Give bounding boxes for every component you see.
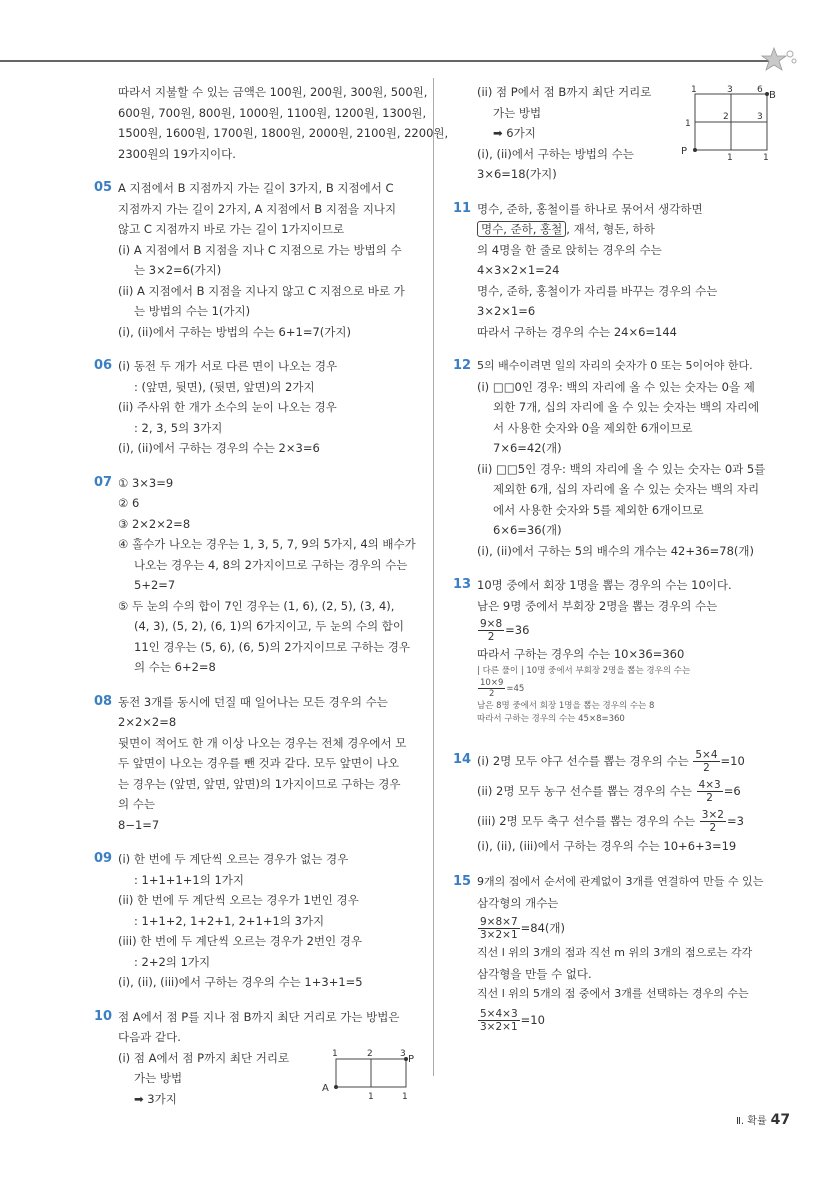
text-line: (iii) 한 번에 두 계단씩 오르는 경우가 2번인 경우 — [118, 934, 362, 948]
text-line: ① 3×3=9 — [118, 475, 174, 490]
problem-10-continued — [477, 82, 777, 185]
text-line: : 1+1+1+1의 1가지 — [134, 872, 245, 887]
text-line: (i), (ii), (iii)에서 구하는 경우의 수는 10+6+3=19 — [477, 838, 737, 853]
text-line: 4×3×2×1=24 — [477, 263, 560, 277]
text-line: 는 3×2=6(가지) — [134, 263, 222, 277]
problem-14 — [453, 746, 777, 857]
text-line: 3×2×1=6 — [477, 304, 536, 318]
right-column — [453, 82, 777, 1049]
text-line: 8−1=7 — [118, 817, 160, 832]
text-line — [477, 219, 777, 240]
left-column — [94, 82, 449, 1123]
text-line: 다음과 같다. — [118, 1030, 181, 1044]
text-line: (i) 동전 두 개가 서로 다른 면이 나오는 경우 — [118, 359, 338, 373]
text-line: (i) 점 A에서 점 P까지 최단 거리로 — [118, 1050, 290, 1065]
text-line: (ii) □□5인 경우: 백의 자리에 올 수 있는 숫자는 0과 5를 — [477, 461, 766, 476]
problem-number: 05 — [94, 180, 113, 195]
grid-label: B — [769, 90, 776, 101]
grid-label: 6 — [757, 85, 763, 95]
text-line: 는 방법의 수는 1(가지) — [134, 304, 251, 318]
text-line: 않고 C 지점까지 바로 가는 길이 1가지이므로 — [118, 222, 345, 236]
text-line: 따라서 구하는 경우의 수는 10×36=360 — [477, 647, 685, 661]
fraction: $\frac{5\times 4}{2}$ — [695, 748, 718, 774]
text-line: (i) 2명 모두 야구 선수를 뽑는 경우의 수는 $\frac{5\times 4}{2}$ =10 — [477, 748, 745, 774]
text-line: (ii) 점 P에서 점 B까지 최단 거리로 — [477, 85, 652, 99]
grid-label: 1 — [727, 153, 733, 162]
problem-11 — [453, 199, 777, 343]
problem-number: 12 — [453, 358, 472, 373]
text-line: 5의 배수이려면 일의 자리의 숫자가 0 또는 5이어야 한다. — [477, 359, 753, 372]
grid-label: 3 — [757, 112, 763, 122]
problem-number: 07 — [94, 474, 113, 490]
alt-solution-line: 따라서 구하는 경우의 수는 45×8=360 — [477, 713, 625, 724]
text-line: 가는 방법 — [134, 1071, 183, 1085]
text-line: ③ 2×2×2=8 — [118, 516, 191, 531]
text-line: 2300원의 19가지이다. — [118, 146, 236, 161]
grid-label: P — [681, 146, 688, 157]
star-icon — [760, 44, 800, 74]
problem-12 — [453, 356, 777, 561]
header-rule — [0, 60, 770, 62]
text-line: $\frac{9\times 8\times 7}{3\times 2\times 1}$ =84(개) — [480, 916, 565, 941]
text-line: (i) 한 번에 두 계단씩 오르는 경우가 없는 경우 — [118, 852, 349, 866]
text-line: (i), (ii)에서 구하는 경우의 수는 2×3=6 — [118, 441, 320, 455]
text-line: 9개의 점에서 순서에 관계없이 3개를 연결하여 만들 수 있는 — [477, 875, 764, 888]
grid-diagram-p-to-b — [677, 82, 787, 162]
problem-number: 09 — [94, 851, 113, 866]
text-line: (i), (ii)에서 구하는 방법의 수는 — [477, 146, 634, 161]
text-line: 외한 7개, 십의 자리에 올 수 있는 숫자는 백의 자리에 — [493, 400, 760, 414]
problem-09 — [94, 849, 438, 993]
text-line: ➡ 3가지 — [134, 1091, 177, 1106]
text-line: (ii) 주사위 한 개가 소수의 눈이 나오는 경우 — [118, 400, 337, 414]
text-line: 2×2×2=8 — [118, 715, 177, 729]
fraction: $\frac{3\times 2}{2}$ — [701, 808, 724, 834]
grouped-names-box: 명수, 준하, 홍철 — [477, 221, 566, 237]
fraction: $\frac{4\times 3}{2}$ — [698, 778, 721, 804]
text-line: 3×6=18(가지) — [477, 167, 557, 181]
text-line: 명수, 준하, 홍철이를 하나로 묶어서 생각하면 — [477, 201, 703, 216]
grid-label: 1 — [368, 1091, 374, 1102]
text-line: (iii) 2명 모두 축구 선수를 뽑는 경우의 수는 $\frac{3\times 2}{2}$ =3 — [477, 808, 744, 834]
problem-13 — [453, 575, 777, 726]
text-fragment: , 재석, 형돈, 하하 — [566, 222, 655, 236]
grid-label: 1 — [763, 153, 769, 162]
grid-label: 2 — [367, 1048, 373, 1059]
problem-number: 11 — [453, 200, 472, 216]
text-line: 5+2=7 — [134, 578, 176, 592]
problem-07 — [94, 473, 438, 678]
text-line: 삼각형을 만들 수 없다. — [477, 966, 592, 981]
text-line: : 1+1+2, 1+2+1, 2+1+1의 3가지 — [134, 913, 325, 928]
text-line: $\frac{5\times 4\times 3}{3\times 2\times 1}$ =10 — [480, 1007, 545, 1033]
text-line: (ii) 한 번에 두 계단씩 오르는 경우가 1번인 경우 — [118, 893, 359, 907]
chapter-label: Ⅱ. 확률 — [736, 1116, 767, 1127]
grid-label: A — [322, 1082, 329, 1094]
text-line: $\frac{9\times 8}{2}$ =36 — [480, 618, 530, 643]
text-line: 남은 9명 중에서 부회장 2명을 뽑는 경우의 수는 — [477, 598, 718, 613]
text-line: 11인 경우는 (5, 6), (6, 5)의 2가지이므로 구하는 경우 — [134, 639, 411, 654]
problem-05 — [94, 178, 438, 342]
grid-label: 3 — [727, 85, 733, 95]
text-line: 지점까지 가는 길이 2가지, A 지점에서 B 지점을 지나지 — [118, 201, 397, 216]
text-line: (i) A 지점에서 B 지점을 지나 C 지점으로 가는 방법의 수 — [118, 242, 402, 257]
grid-label: 1 — [685, 119, 691, 129]
problem-number: 13 — [453, 577, 472, 592]
problem-10 — [94, 1007, 438, 1110]
text-line: 따라서 구하는 경우의 수는 24×6=144 — [477, 324, 677, 339]
text-line: (i) □□0인 경우: 백의 자리에 올 수 있는 숫자는 0을 제 — [477, 379, 755, 394]
fraction: $\frac{9\times 8\times 7}{3\times 2\times 1}$ — [480, 916, 518, 941]
text-line: (i), (ii), (iii)에서 구하는 경우의 수는 1+3+1=5 — [118, 975, 363, 989]
text-line: 에서 사용한 숫자와 5를 제외한 6개이므로 — [493, 502, 704, 517]
grid-label: 1 — [332, 1048, 338, 1059]
text-line: 뒷면이 적어도 한 개 이상 나오는 경우는 전체 경우에서 모 — [118, 735, 407, 750]
text-line: 점 A에서 점 P를 지나 점 B까지 최단 거리로 가는 방법은 — [118, 1009, 400, 1024]
fraction: $\frac{9\times 8}{2}$ — [480, 618, 503, 643]
problem-15 — [453, 872, 777, 1035]
text-line: ④ 홀수가 나오는 경우는 1, 3, 5, 7, 9의 5가지, 4의 배수가 — [118, 537, 416, 551]
text-line: 두 앞면이 나오는 경우를 뺀 것과 같다. 모두 앞면이 나오 — [118, 756, 399, 770]
text-line: ② 6 — [118, 496, 140, 510]
grid-diagram-a-to-p — [318, 1047, 418, 1107]
text-line: 7×6=42(개) — [493, 441, 562, 455]
text-line: 가는 방법 — [493, 105, 542, 120]
text-line: (i), (ii)에서 구하는 5의 배수의 개수는 42+36=78(개) — [477, 543, 754, 558]
text-line: 삼각형의 개수는 — [477, 895, 559, 910]
text-line: (ii) 2명 모두 농구 선수를 뽑는 경우의 수는 $\frac{4\times 3}{2}$ =6 — [477, 778, 741, 804]
problem-number: 08 — [94, 693, 113, 709]
text-line: 의 4명을 한 줄로 앉히는 경우의 수는 — [477, 242, 662, 257]
text-line: 는 경우는 (앞면, 앞면, 앞면)의 1가지이므로 구하는 경우 — [118, 776, 401, 791]
alt-solution-line: $\frac{10\times 9}{2}$ =45 — [480, 677, 525, 699]
text-line: ➡ 6가지 — [493, 126, 536, 140]
alt-solution-line: 남은 8명 중에서 회장 1명을 뽑는 경우의 수는 8 — [477, 700, 655, 711]
text-line: (ii) A 지점에서 B 지점을 지나지 않고 C 지점으로 바로 가 — [118, 283, 405, 298]
text-line: 서 사용한 숫자와 0을 제외한 6개이므로 — [493, 420, 693, 435]
text-line: 의 수는 — [118, 797, 155, 811]
text-line: 동전 3개를 동시에 던질 때 일어나는 모든 경우의 수는 — [118, 694, 388, 709]
problem-number: 06 — [94, 358, 113, 373]
grid-label: 1 — [691, 85, 697, 95]
text-line: 의 수는 6+2=8 — [134, 660, 216, 674]
text-line: 나오는 경우는 4, 8의 2가지이므로 구하는 경우의 수는 — [134, 557, 408, 572]
problem-08 — [94, 692, 438, 836]
text-line: 6×6=36(개) — [493, 523, 562, 537]
text-line: 따라서 지불할 수 있는 금액은 100원, 200원, 300원, 500원, — [118, 85, 428, 99]
page-footer — [736, 1110, 790, 1133]
problem-number: 10 — [94, 1008, 113, 1024]
text-line: 직선 l 위의 3개의 점과 직선 m 위의 3개의 점으로는 각각 — [477, 946, 753, 959]
fraction: $\frac{10\times 9}{2}$ — [480, 677, 504, 699]
grid-label: 3 — [400, 1048, 406, 1059]
problem-number: 14 — [453, 751, 472, 767]
text-line: ⑤ 두 눈의 수의 합이 7인 경우는 (1, 6), (2, 5), (3, 4), — [118, 598, 395, 613]
fraction: $\frac{5\times 4\times 3}{3\times 2\times 1}$ — [480, 1007, 518, 1033]
text-line: : (앞면, 뒷면), (뒷면, 앞면)의 2가지 — [134, 379, 315, 394]
text-line: 600원, 700원, 800원, 1000원, 1100원, 1200원, 1300원, — [118, 105, 427, 120]
text-line: 10명 중에서 회장 1명을 뽑는 경우의 수는 10이다. — [477, 578, 732, 592]
intro-paragraph — [118, 82, 449, 164]
text-line: 1500원, 1600원, 1700원, 1800원, 2000원, 2100원, 2200원, — [118, 126, 449, 140]
text-line: : 2, 3, 5의 3가지 — [134, 420, 223, 435]
text-line: A 지점에서 B 지점까지 가는 길이 3가지, B 지점에서 C — [118, 181, 394, 195]
text-line: 직선 l 위의 5개의 점 중에서 3개를 선택하는 경우의 수는 — [477, 987, 749, 1000]
problem-number: 15 — [453, 874, 472, 889]
text-line: 제외한 6개, 십의 자리에 올 수 있는 숫자는 백의 자리 — [493, 482, 760, 496]
page-number: 47 — [770, 1112, 791, 1128]
text-line: : 2+2의 1가지 — [134, 954, 211, 969]
grid-label: P — [408, 1053, 415, 1065]
grid-label: 1 — [402, 1091, 408, 1102]
grid-label: 2 — [723, 112, 729, 122]
text-line: (4, 3), (5, 2), (6, 1)의 6가지이고, 두 눈의 수의 합이 — [134, 619, 404, 633]
text-line: 명수, 준하, 홍철이가 자리를 바꾸는 경우의 수는 — [477, 283, 718, 298]
text-line: (i), (ii)에서 구하는 방법의 수는 6+1=7(가지) — [118, 324, 351, 339]
alt-solution-line: | 다른 풀이 | 10명 중에서 부회장 2명을 뽑는 경우의 수는 — [477, 665, 691, 676]
problem-06 — [94, 356, 438, 459]
